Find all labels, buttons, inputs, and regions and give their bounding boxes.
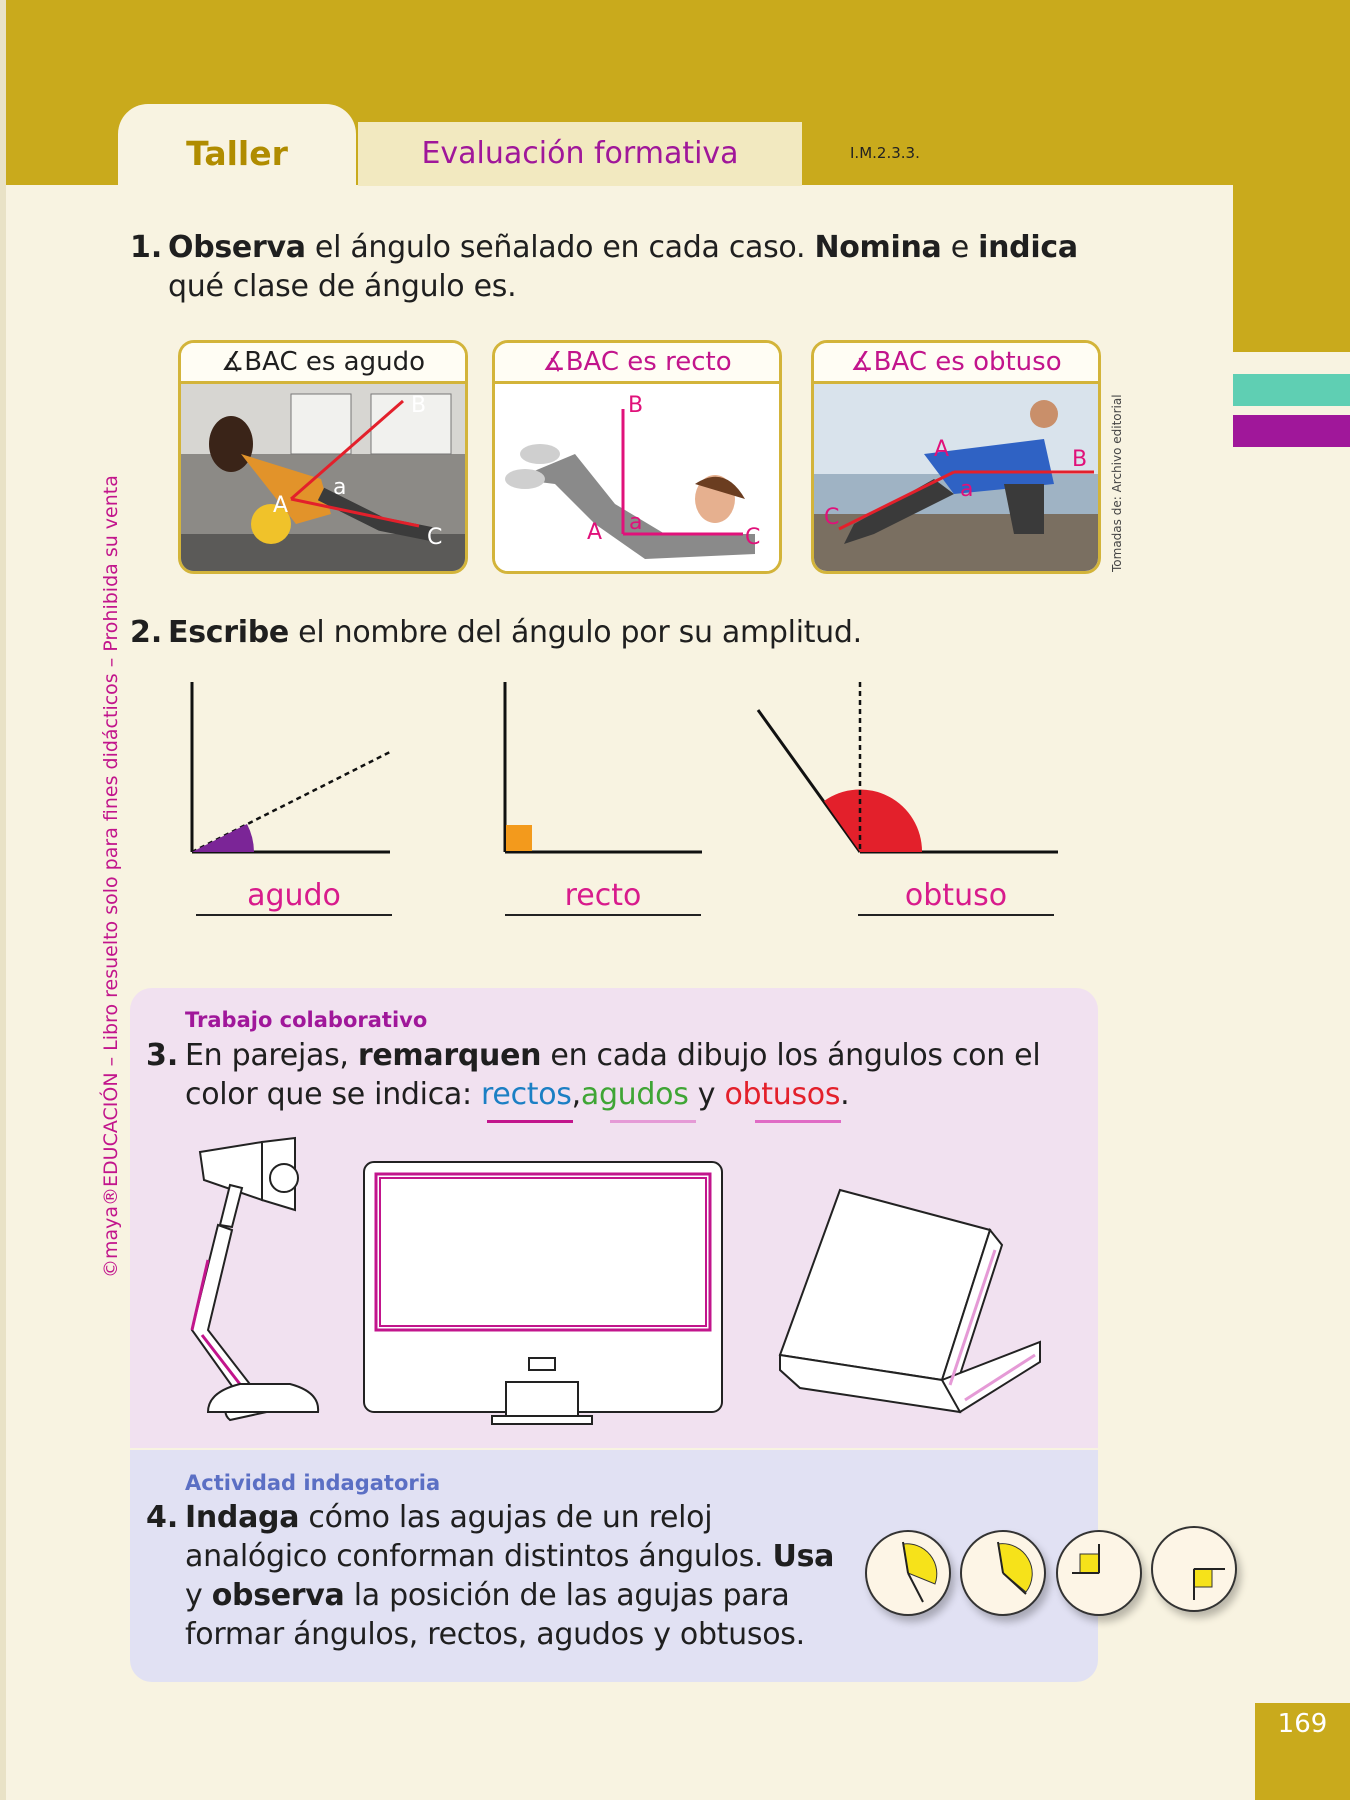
- page-number: 169: [1277, 1709, 1328, 1739]
- answer-obtuso[interactable]: obtuso: [858, 878, 1054, 916]
- q4-line1: cómo las agujas de un reloj: [299, 1500, 713, 1535]
- clock-1-hands: [867, 1532, 949, 1614]
- label-a: A: [587, 520, 603, 545]
- indicator-code: I.M.2.3.3.: [850, 144, 920, 162]
- label-angle: a: [333, 475, 347, 500]
- answer-recto[interactable]: recto: [505, 878, 701, 916]
- q1-bold-indica: indica: [978, 230, 1078, 265]
- angle-recto: [505, 682, 702, 852]
- label-b: B: [1072, 447, 1088, 472]
- q3-dot: .: [840, 1077, 850, 1112]
- q4-line3a: y: [185, 1578, 212, 1613]
- left-strip: [0, 0, 6, 1800]
- photo-card-obtuso: [811, 340, 1101, 574]
- q1-text-a: el ángulo señalado en cada caso.: [305, 230, 815, 265]
- underline-obtusos: [755, 1120, 841, 1123]
- q3-text-b: en cada dibujo los ángulos con el: [541, 1038, 1041, 1073]
- q3-line2: color que se indica:: [185, 1077, 482, 1112]
- side-copyright: [100, 475, 122, 1278]
- answer-agudo[interactable]: agudo: [196, 878, 392, 916]
- purple-stripe: [1233, 415, 1350, 447]
- q1-bold-observa: Observa: [168, 230, 306, 265]
- photo-recto: [495, 384, 779, 574]
- label-b: B: [628, 393, 644, 418]
- right-band: [1233, 0, 1350, 352]
- q2-text: [168, 613, 862, 652]
- q1-text-b: e: [941, 230, 979, 265]
- drawings: [180, 1130, 1060, 1430]
- label-c: C: [824, 505, 840, 530]
- q2-number: 2.: [130, 615, 163, 650]
- angle-obtuso: [758, 682, 1058, 852]
- q3-rectos: rectos: [481, 1077, 572, 1112]
- photo-card-agudo: [178, 340, 468, 574]
- q4-bold-indaga: Indaga: [185, 1500, 300, 1535]
- underline-agudos: [610, 1120, 696, 1123]
- q3-comma: ,: [571, 1077, 581, 1112]
- clock-2: [960, 1530, 1046, 1616]
- side-copyright-text: ©maya®EDUCACIÓN – Libro resuelto solo para fines didácticos – Prohibida su venta: [100, 475, 122, 1278]
- clock-4: [1151, 1526, 1237, 1612]
- q1-number: 1.: [130, 230, 163, 265]
- q1-line2: qué clase de ángulo es.: [168, 269, 517, 304]
- q4-bold-observa: observa: [211, 1578, 345, 1613]
- card-title-agudo: ∡BAC es agudo: [181, 343, 465, 384]
- q4-subhead: Actividad indagatoria: [185, 1471, 441, 1495]
- q3-text-a: En parejas,: [185, 1038, 358, 1073]
- monitor-drawing: [364, 1162, 722, 1424]
- clock-4-hands: [1153, 1528, 1235, 1610]
- photo-credit-text: Tomadas de: Archivo editorial: [1110, 394, 1124, 572]
- angle-diagrams: [180, 670, 1080, 870]
- q4-line2: analógico conforman distintos ángulos.: [185, 1539, 773, 1574]
- q3-subhead: Trabajo colaborativo: [185, 1008, 428, 1032]
- photo-agudo: [181, 384, 465, 574]
- label-angle: a: [629, 510, 643, 535]
- angle-agudo: [192, 682, 390, 852]
- label-a: A: [934, 437, 950, 462]
- photo-credit: [1110, 394, 1124, 572]
- clock-3: [1056, 1530, 1142, 1616]
- q4-text: [185, 1498, 835, 1654]
- q1-bold-nomina: Nomina: [814, 230, 942, 265]
- q4-number: 4.: [146, 1500, 179, 1535]
- q3-bold: remarquen: [357, 1038, 542, 1073]
- q4-bold-usa: Usa: [772, 1539, 835, 1574]
- evaluacion-label: Evaluación formativa: [421, 136, 739, 171]
- pizza-box-drawing: [780, 1190, 1040, 1412]
- photo-card-recto: [492, 340, 782, 574]
- page-number-box: [1255, 1703, 1350, 1800]
- lamp-drawing: [192, 1138, 318, 1420]
- q3-y: y: [688, 1077, 725, 1112]
- q4-line4: formar ángulos, rectos, agudos y obtusos.: [185, 1617, 805, 1652]
- q1-text: [168, 228, 1128, 306]
- label-a: A: [273, 493, 289, 518]
- evaluacion-tab[interactable]: [358, 122, 802, 186]
- underline-rectos: [487, 1120, 573, 1123]
- q3-number: 3.: [146, 1038, 179, 1073]
- label-b: B: [411, 393, 427, 418]
- clock-2-hands: [962, 1532, 1044, 1614]
- q2-rest: el nombre del ángulo por su amplitud.: [288, 615, 862, 650]
- q4-line3b: la posición de las agujas para: [344, 1578, 790, 1613]
- label-c: C: [427, 525, 443, 550]
- clock-3-hands: [1058, 1532, 1140, 1614]
- label-angle: a: [960, 477, 974, 502]
- label-c: C: [745, 525, 761, 550]
- q2-bold: Escribe: [168, 615, 289, 650]
- q3-obtusos: obtusos: [724, 1077, 841, 1112]
- teal-stripe: [1233, 374, 1350, 406]
- card-title-obtuso: ∡BAC es obtuso: [814, 343, 1098, 384]
- q3-agudos: agudos: [580, 1077, 689, 1112]
- taller-label: Taller: [186, 134, 288, 173]
- taller-tab[interactable]: [118, 104, 356, 186]
- card-title-recto: ∡BAC es recto: [495, 343, 779, 384]
- q3-text: [185, 1036, 1085, 1114]
- clock-1: [865, 1530, 951, 1616]
- photo-obtuso: [814, 384, 1098, 574]
